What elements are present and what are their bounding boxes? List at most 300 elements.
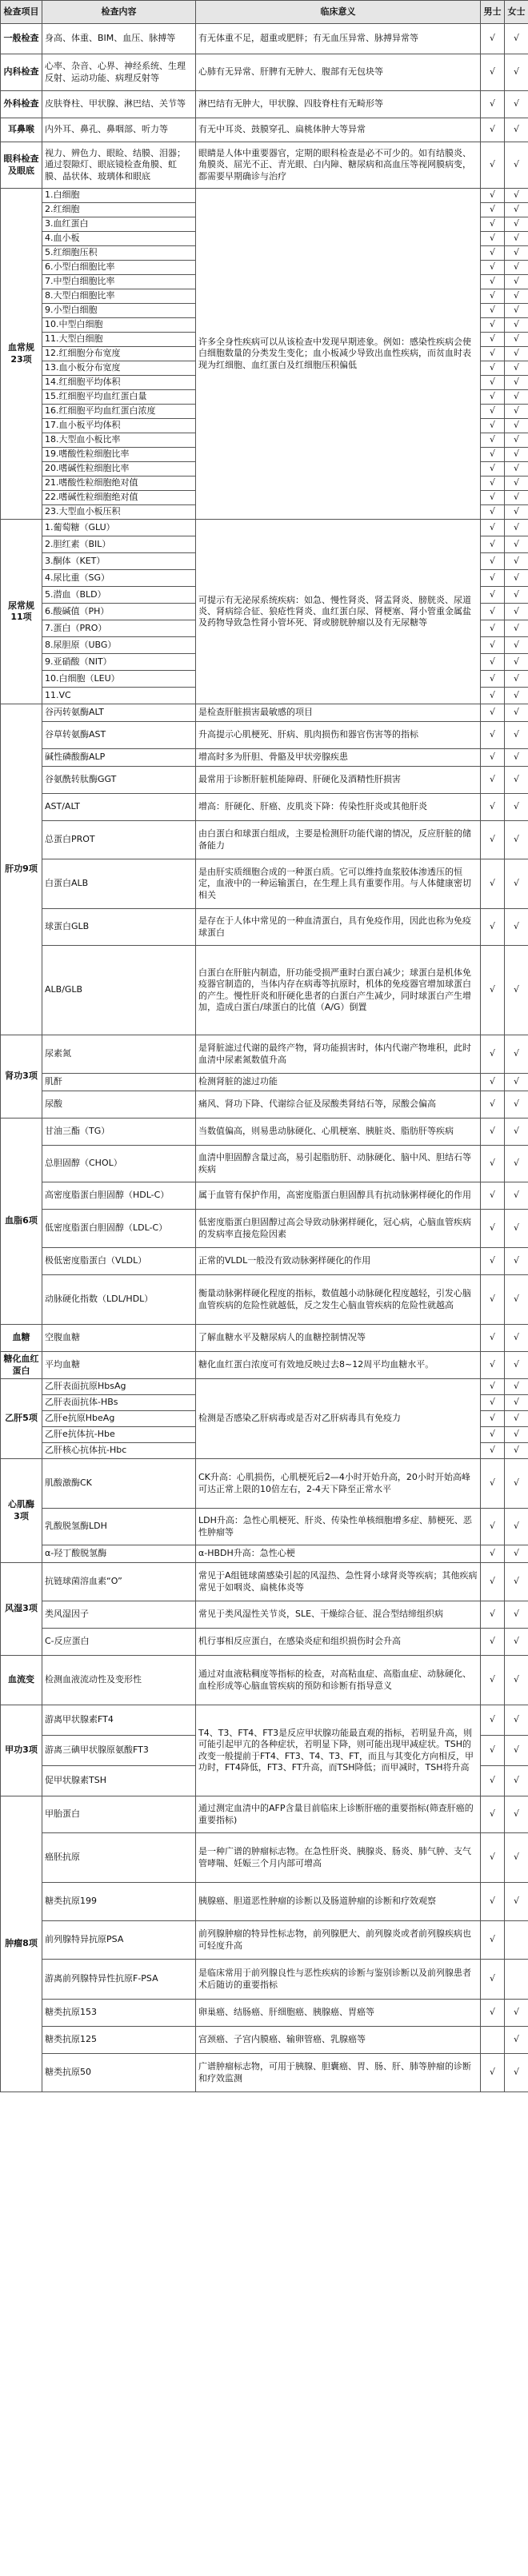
- category-label: 肾功3项: [5, 1071, 38, 1082]
- meaning-cell: 增高：肝硬化、肝癌、皮肌炎下降：传染性肝炎或其他肝炎: [196, 794, 481, 821]
- female-check: √: [505, 376, 528, 390]
- item-cell: 1.葡萄糖（GLU）: [42, 520, 196, 536]
- male-check: √: [481, 491, 505, 505]
- item-cell: 8.大型白细胞比率: [42, 289, 196, 304]
- table-row: [1, 1248, 528, 1275]
- table-row: [1, 1921, 528, 1960]
- female-check: √: [505, 1352, 528, 1379]
- female-check: √: [505, 118, 528, 142]
- female-check: √: [505, 1275, 528, 1325]
- meaning-cell: 升高提示心肌梗死、肝病、肌肉损伤和器官伤害等的指标: [196, 722, 481, 749]
- meaning-cell: 常见于A组链球菌感染引起的风湿热、急性肾小球肾炎等疾病；其他疾病常见于如咽炎、扁桃体炎等: [196, 1563, 481, 1601]
- meaning-cell: T4、T3、FT4、FT3是反应甲状腺功能最直观的指标，若明显升高，则可能引起甲亢的各种症状，若明显下降，则可能出现甲减症状。TSH的改变一般提前于FT4、FT3、T4、T3、FT，而且与其变化方向相反，甲功时，FT4降低，FT3、FT升高，而TSH降低；而甲减时，TSH将升高: [196, 1705, 481, 1796]
- category-cell: [1, 1563, 42, 1656]
- meaning-cell: 痛风、肾功下降、代谢综合征及尿酸类肾结石等，尿酸会偏高: [196, 1091, 481, 1119]
- table-row: [1, 118, 528, 142]
- item-cell: 皮肤脊柱、甲状腺、淋巴结、关节等: [42, 91, 196, 118]
- category-cell: [1, 704, 42, 1035]
- male-check: √: [481, 54, 505, 91]
- item-cell: 平均血糖: [42, 1352, 196, 1379]
- female-check: √: [505, 704, 528, 722]
- female-check: √: [505, 419, 528, 433]
- item-cell: 11.VC: [42, 688, 196, 704]
- male-check: √: [481, 1210, 505, 1248]
- item-cell: 游离甲状腺素FT4: [42, 1705, 196, 1736]
- male-check: √: [481, 1091, 505, 1119]
- male-check: √: [481, 261, 505, 275]
- table-row: [1, 1545, 528, 1563]
- item-cell: 糖类抗原153: [42, 2000, 196, 2027]
- item-cell: 15.红细胞平均血红蛋白量: [42, 390, 196, 405]
- meaning-cell: LDH升高：急性心肌梗死、肝炎、传染性单核细胞增多症、肺梗死、恶性肿瘤等: [196, 1509, 481, 1545]
- meaning-cell: 检测是否感染乙肝病毒或是否对乙肝病毒具有免疫力: [196, 1379, 481, 1459]
- item-cell: 尿酸: [42, 1091, 196, 1119]
- item-cell: 球蛋白GLB: [42, 909, 196, 946]
- table-row: [1, 749, 528, 767]
- male-check: √: [481, 361, 505, 376]
- meaning-cell: 当数值偏高，则易患动脉硬化、心肌梗塞、胰脏炎、脂肪肝等疾病: [196, 1119, 481, 1146]
- table-row: [1, 1705, 528, 1736]
- male-check: √: [481, 536, 505, 553]
- female-check: √: [505, 1833, 528, 1883]
- header-male: 男士: [481, 1, 505, 24]
- female-check: √: [505, 859, 528, 909]
- table-row: [1, 2000, 528, 2027]
- meaning-cell: 有无体重不足，超重或肥胖；有无血压异常、脉搏异常等: [196, 24, 481, 54]
- table-row: [1, 821, 528, 859]
- male-check: √: [481, 2000, 505, 2027]
- category-label: 甲功3项: [5, 1745, 38, 1756]
- item-cell: 总蛋白PROT: [42, 821, 196, 859]
- meaning-cell: 淋巴结有无肿大，甲状腺、四肢脊柱有无畸形等: [196, 91, 481, 118]
- female-check: √: [505, 333, 528, 347]
- female-check: √: [505, 767, 528, 794]
- category-label: 血糖: [12, 1332, 30, 1343]
- table-row: [1, 1275, 528, 1325]
- category-cell: [1, 54, 42, 91]
- table-row: [1, 1563, 528, 1601]
- female-check: [505, 1921, 528, 1960]
- male-check: √: [481, 587, 505, 604]
- female-check: √: [505, 2054, 528, 2092]
- table-row: [1, 704, 528, 722]
- female-check: √: [505, 189, 528, 203]
- header-category: 检查项目: [1, 1, 42, 24]
- item-cell: 动脉硬化指数（LDL/HDL）: [42, 1275, 196, 1325]
- meaning-cell: 是一种广谱的肿瘤标志物。在急性肝炎、胰腺炎、肠炎、肺气肿、支气管哮喘、妊娠三个月内部可增高: [196, 1833, 481, 1883]
- male-check: √: [481, 767, 505, 794]
- male-check: √: [481, 91, 505, 118]
- item-cell: 10.中型白细胞: [42, 318, 196, 333]
- meaning-cell: 是由肝实质细胞合成的一种蛋白质。它可以维持血浆胶体渗透压的恒定，血液中的一种运输蛋白，在生理上具有重要作用。与人体健康密切相关: [196, 859, 481, 909]
- category-label: 外科检查: [3, 98, 39, 110]
- male-check: √: [481, 1656, 505, 1705]
- item-cell: 乙肝e抗原HbeAg: [42, 1411, 196, 1427]
- male-check: √: [481, 749, 505, 767]
- female-check: √: [505, 794, 528, 821]
- female-check: √: [505, 1509, 528, 1545]
- item-cell: 白蛋白ALB: [42, 859, 196, 909]
- female-check: √: [505, 587, 528, 604]
- male-check: √: [481, 722, 505, 749]
- female-check: √: [505, 91, 528, 118]
- meaning-cell: 了解血糖水平及糖尿病人的血糖控制情况等: [196, 1325, 481, 1352]
- male-check: √: [481, 1459, 505, 1509]
- male-check: √: [481, 520, 505, 536]
- table-row: [1, 794, 528, 821]
- female-check: √: [505, 1705, 528, 1736]
- meaning-cell: 通过对血液粘稠度等指标的检查，对高粘血症、高脂血症、动脉硬化、血栓形成等心脑血管疾病的预防和诊断有指导意义: [196, 1656, 481, 1705]
- table-row: [1, 767, 528, 794]
- male-check: √: [481, 1119, 505, 1146]
- table-row: [1, 142, 528, 189]
- item-cell: 7.蛋白（PRO）: [42, 620, 196, 637]
- item-cell: 10.白细胞（LEU）: [42, 671, 196, 688]
- male-check: √: [481, 376, 505, 390]
- male-check: √: [481, 1035, 505, 1074]
- male-check: √: [481, 1182, 505, 1210]
- item-cell: 7.中型白细胞比率: [42, 275, 196, 289]
- male-check: √: [481, 1736, 505, 1766]
- female-check: √: [505, 688, 528, 704]
- male-check: √: [481, 405, 505, 419]
- male-check: √: [481, 1766, 505, 1796]
- male-check: √: [481, 2054, 505, 2092]
- female-check: √: [505, 654, 528, 671]
- meaning-cell: 增高时多为肝胆、骨骼及甲状旁腺疾患: [196, 749, 481, 767]
- female-check: √: [505, 505, 528, 520]
- table-row: [1, 1146, 528, 1182]
- item-cell: 糖类抗原50: [42, 2054, 196, 2092]
- male-check: √: [481, 318, 505, 333]
- header-female: 女士: [505, 1, 528, 24]
- meaning-cell: 是临床常用于前列腺良性与恶性疾病的诊断与鉴别诊断以及前列腺患者术后随访的重要指标: [196, 1960, 481, 2000]
- female-check: √: [505, 289, 528, 304]
- category-cell: [1, 1035, 42, 1119]
- male-check: √: [481, 909, 505, 946]
- female-check: √: [505, 1411, 528, 1427]
- item-cell: 低密度脂蛋白胆固醇（LDL-C）: [42, 1210, 196, 1248]
- female-check: √: [505, 520, 528, 536]
- category-cell: [1, 24, 42, 54]
- male-check: √: [481, 203, 505, 217]
- male-check: √: [481, 1411, 505, 1427]
- male-check: √: [481, 553, 505, 570]
- male-check: √: [481, 304, 505, 318]
- table-row: [1, 1833, 528, 1883]
- female-check: √: [505, 1796, 528, 1833]
- table-row: [1, 1325, 528, 1352]
- item-cell: 谷草转氨酶AST: [42, 722, 196, 749]
- male-check: √: [481, 217, 505, 232]
- table-row: [1, 54, 528, 91]
- category-cell: [1, 1656, 42, 1705]
- male-check: √: [481, 859, 505, 909]
- female-check: √: [505, 553, 528, 570]
- male-check: √: [481, 671, 505, 688]
- male-check: √: [481, 1921, 505, 1960]
- male-check: √: [481, 1443, 505, 1459]
- male-check: √: [481, 347, 505, 361]
- header-meaning: 临床意义: [196, 1, 481, 24]
- female-check: √: [505, 536, 528, 553]
- category-cell: [1, 1705, 42, 1796]
- meaning-cell: 广谱肿瘤标志物，可用于胰腺、胆囊癌、胃、肠、肝、肺等肿瘤的诊断和疗效监测: [196, 2054, 481, 2092]
- male-check: √: [481, 620, 505, 637]
- female-check: √: [505, 1035, 528, 1074]
- meaning-cell: 糖化血红蛋白浓度可有效地反映过去8~12周平均血糖水平。: [196, 1352, 481, 1379]
- item-cell: 内外耳、鼻孔、鼻咽部、听力等: [42, 118, 196, 142]
- male-check: √: [481, 704, 505, 722]
- item-cell: 18.大型血小板比率: [42, 433, 196, 448]
- category-cell: [1, 189, 42, 520]
- item-cell: 2.胆红素（BIL）: [42, 536, 196, 553]
- table-row: [1, 1119, 528, 1146]
- male-check: √: [481, 1427, 505, 1443]
- item-cell: 11.大型白细胞: [42, 333, 196, 347]
- meaning-cell: 卵巢癌、结肠癌、肝细胞癌、胰腺癌、胃癌等: [196, 2000, 481, 2027]
- meaning-cell: 前列腺肿瘤的特异性标志物，前列腺肥大、前列腺炎或者前列腺疾病也可轻度升高: [196, 1921, 481, 1960]
- male-check: √: [481, 1960, 505, 2000]
- female-check: √: [505, 54, 528, 91]
- item-cell: 总胆固醇（CHOL）: [42, 1146, 196, 1182]
- table-row: [1, 722, 528, 749]
- male-check: √: [481, 570, 505, 587]
- item-cell: 糖类抗原125: [42, 2027, 196, 2054]
- male-check: √: [481, 688, 505, 704]
- table-row: [1, 946, 528, 1035]
- item-cell: 5.潜血（BLD）: [42, 587, 196, 604]
- female-check: √: [505, 491, 528, 505]
- female-check: √: [505, 203, 528, 217]
- item-cell: 3.血红蛋白: [42, 217, 196, 232]
- table-row: [1, 1210, 528, 1248]
- item-cell: 4.尿比重（SG）: [42, 570, 196, 587]
- female-check: √: [505, 2027, 528, 2054]
- item-cell: 3.酮体（KET）: [42, 553, 196, 570]
- category-label: 肝功9项: [5, 863, 38, 875]
- female-check: √: [505, 1443, 528, 1459]
- item-cell: 23.大型血小板压积: [42, 505, 196, 520]
- male-check: √: [481, 505, 505, 520]
- male-check: [481, 2027, 505, 2054]
- male-check: √: [481, 189, 505, 203]
- item-cell: 13.血小板分布宽度: [42, 361, 196, 376]
- male-check: √: [481, 390, 505, 405]
- item-cell: 乙肝表面抗体-HBs: [42, 1395, 196, 1411]
- item-cell: 22.嗜碱性粒细胞绝对值: [42, 491, 196, 505]
- category-label: 血流变: [8, 1674, 34, 1685]
- male-check: √: [481, 1352, 505, 1379]
- category-cell: [1, 1119, 42, 1325]
- meaning-cell: 属于血管有保护作用，高密度脂蛋白胆固醇具有抗动脉粥样硬化的作用: [196, 1182, 481, 1210]
- female-check: [505, 1960, 528, 2000]
- female-check: √: [505, 232, 528, 246]
- female-check: √: [505, 304, 528, 318]
- item-cell: 4.血小板: [42, 232, 196, 246]
- table-row: [1, 189, 528, 203]
- category-cell: [1, 118, 42, 142]
- table-row: [1, 1656, 528, 1705]
- female-check: √: [505, 142, 528, 189]
- male-check: √: [481, 1833, 505, 1883]
- male-check: √: [481, 275, 505, 289]
- female-check: √: [505, 1427, 528, 1443]
- female-check: √: [505, 671, 528, 688]
- table-row: [1, 2027, 528, 2054]
- male-check: √: [481, 1146, 505, 1182]
- female-check: √: [505, 1656, 528, 1705]
- meaning-cell: α-HBDH升高：急性心梗: [196, 1545, 481, 1563]
- category-label: 糖化血红蛋白: [3, 1354, 39, 1376]
- table-row: [1, 1035, 528, 1074]
- item-cell: 6.小型白细胞比率: [42, 261, 196, 275]
- meaning-cell: 检测肾脏的滤过功能: [196, 1074, 481, 1091]
- item-cell: 谷丙转氨酶ALT: [42, 704, 196, 722]
- female-check: √: [505, 275, 528, 289]
- male-check: √: [481, 821, 505, 859]
- meaning-cell: 胰腺癌、胆道恶性肿瘤的诊断以及肠道肿瘤的诊断和疗效观察: [196, 1883, 481, 1921]
- male-check: √: [481, 1379, 505, 1395]
- item-cell: 糖类抗原199: [42, 1883, 196, 1921]
- female-check: √: [505, 1248, 528, 1275]
- item-cell: 高密度脂蛋白胆固醇（HDL-C）: [42, 1182, 196, 1210]
- table-row: [1, 909, 528, 946]
- female-check: √: [505, 1091, 528, 1119]
- category-label: 心肌酶 3项: [8, 1499, 34, 1521]
- female-check: √: [505, 821, 528, 859]
- female-check: √: [505, 1119, 528, 1146]
- item-cell: 6.酸碱值（PH）: [42, 604, 196, 620]
- male-check: √: [481, 1275, 505, 1325]
- male-check: √: [481, 118, 505, 142]
- meaning-cell: 眼睛是人体中重要器官，定期的眼科检查是必不可少的。如有结膜炎、角膜炎、屈光不正、青光眼、白内障、糖尿病和高血压等视网膜病变，都需要早期确诊与治疗: [196, 142, 481, 189]
- meaning-cell: 由白蛋白和球蛋白组成，主要是检测肝功能代谢的情况，反应肝脏的储备能力: [196, 821, 481, 859]
- item-cell: 9.小型白细胞: [42, 304, 196, 318]
- female-check: √: [505, 1379, 528, 1395]
- table-row: [1, 91, 528, 118]
- category-label: 风湿3项: [5, 1603, 38, 1614]
- meaning-cell: 有无中耳炎、鼓膜穿孔、扁桃体肿大等异常: [196, 118, 481, 142]
- male-check: √: [481, 604, 505, 620]
- item-cell: α-羟丁酸脱氢酶: [42, 1545, 196, 1563]
- category-cell: [1, 1325, 42, 1352]
- female-check: √: [505, 24, 528, 54]
- male-check: √: [481, 1509, 505, 1545]
- male-check: √: [481, 1796, 505, 1833]
- male-check: √: [481, 232, 505, 246]
- meaning-cell: 衡量动脉粥样硬化程度的指标，数值越小动脉硬化程度越轻，引发心脑血管疾病的危险性就越低，反之发生心脑血管疾病的危险性就越高: [196, 1275, 481, 1325]
- category-cell: [1, 1459, 42, 1563]
- male-check: √: [481, 1248, 505, 1275]
- female-check: √: [505, 1629, 528, 1656]
- item-cell: ALB/GLB: [42, 946, 196, 1035]
- meaning-cell: 是检查肝脏损害最敏感的项目: [196, 704, 481, 722]
- male-check: √: [481, 1074, 505, 1091]
- female-check: √: [505, 318, 528, 333]
- meaning-cell: 血清中胆固醇含量过高，易引起脂肪肝、动脉硬化、脑中风、胆结石等疾病: [196, 1146, 481, 1182]
- item-cell: 癌胚抗原: [42, 1833, 196, 1883]
- table-header-row: [1, 1, 528, 24]
- item-cell: 8.尿胆原（UBG）: [42, 637, 196, 654]
- item-cell: 乳酸脱氢酶LDH: [42, 1509, 196, 1545]
- meaning-cell: 是肾脏滤过代谢的最终产物，肾功能损害时，体内代谢产物堆积，此时血清中尿素氮数值升高: [196, 1035, 481, 1074]
- item-cell: 16.红细胞平均血红蛋白浓度: [42, 405, 196, 419]
- male-check: √: [481, 1629, 505, 1656]
- item-cell: 谷氨酰转肽酶GGT: [42, 767, 196, 794]
- meaning-cell: 常见于类风湿性关节炎，SLE、干燥综合征、混合型结缔组织病: [196, 1601, 481, 1629]
- table-row: [1, 1883, 528, 1921]
- male-check: √: [481, 433, 505, 448]
- male-check: √: [481, 637, 505, 654]
- item-cell: 身高、体重、BIM、血压、脉搏等: [42, 24, 196, 54]
- item-cell: 检测血液流动性及变形性: [42, 1656, 196, 1705]
- item-cell: 前列腺特异抗原PSA: [42, 1921, 196, 1960]
- male-check: √: [481, 477, 505, 491]
- male-check: √: [481, 333, 505, 347]
- item-cell: 12.红细胞分布宽度: [42, 347, 196, 361]
- item-cell: 14.红细胞平均体积: [42, 376, 196, 390]
- meaning-cell: 心肺有无异常、肝脾有无肿大、腹部有无包块等: [196, 54, 481, 91]
- item-cell: 肌酐: [42, 1074, 196, 1091]
- category-label: 血常规 23项: [8, 342, 34, 365]
- category-cell: [1, 1379, 42, 1459]
- item-cell: 2.红细胞: [42, 203, 196, 217]
- female-check: √: [505, 1601, 528, 1629]
- item-cell: 碱性磷酸酶ALP: [42, 749, 196, 767]
- female-check: √: [505, 246, 528, 261]
- item-cell: 20.嗜碱性粒细胞比率: [42, 462, 196, 477]
- male-check: √: [481, 794, 505, 821]
- category-label: 肿瘤8项: [5, 1938, 38, 1949]
- male-check: √: [481, 1563, 505, 1601]
- category-cell: [1, 142, 42, 189]
- item-cell: 空腹血糖: [42, 1325, 196, 1352]
- category-cell: [1, 1352, 42, 1379]
- table-row: [1, 1459, 528, 1509]
- female-check: √: [505, 1766, 528, 1796]
- category-label: 耳鼻喉: [8, 124, 34, 135]
- table-row: [1, 1379, 528, 1395]
- item-cell: 17.血小板平均体积: [42, 419, 196, 433]
- female-check: √: [505, 1459, 528, 1509]
- table-row: [1, 1601, 528, 1629]
- item-cell: 游离三碘甲状腺原氨酸FT3: [42, 1736, 196, 1766]
- item-cell: 乙肝表面抗原HbsAg: [42, 1379, 196, 1395]
- table-row: [1, 2054, 528, 2092]
- female-check: √: [505, 1395, 528, 1411]
- meaning-cell: 最常用于诊断肝脏机能障碍、肝硬化及酒精性肝损害: [196, 767, 481, 794]
- female-check: √: [505, 749, 528, 767]
- male-check: √: [481, 1545, 505, 1563]
- meaning-cell: 宫颈癌、子宫内膜癌、输卵管癌、乳腺癌等: [196, 2027, 481, 2054]
- category-label: 眼科检查及眼底: [3, 154, 39, 176]
- male-check: √: [481, 1883, 505, 1921]
- item-cell: AST/ALT: [42, 794, 196, 821]
- table-row: [1, 1182, 528, 1210]
- table-row: [1, 520, 528, 536]
- female-check: √: [505, 1883, 528, 1921]
- item-cell: 促甲状腺素TSH: [42, 1766, 196, 1796]
- item-cell: 乙肝e抗体抗-Hbe: [42, 1427, 196, 1443]
- item-cell: 类风湿因子: [42, 1601, 196, 1629]
- table-row: [1, 1960, 528, 2000]
- male-check: √: [481, 654, 505, 671]
- female-check: √: [505, 1545, 528, 1563]
- male-check: √: [481, 1705, 505, 1736]
- meaning-cell: 是存在于人体中常见的一种血清蛋白，具有免疫作用，因此也称为免疫球蛋白: [196, 909, 481, 946]
- item-cell: 9.亚硝酸（NIT）: [42, 654, 196, 671]
